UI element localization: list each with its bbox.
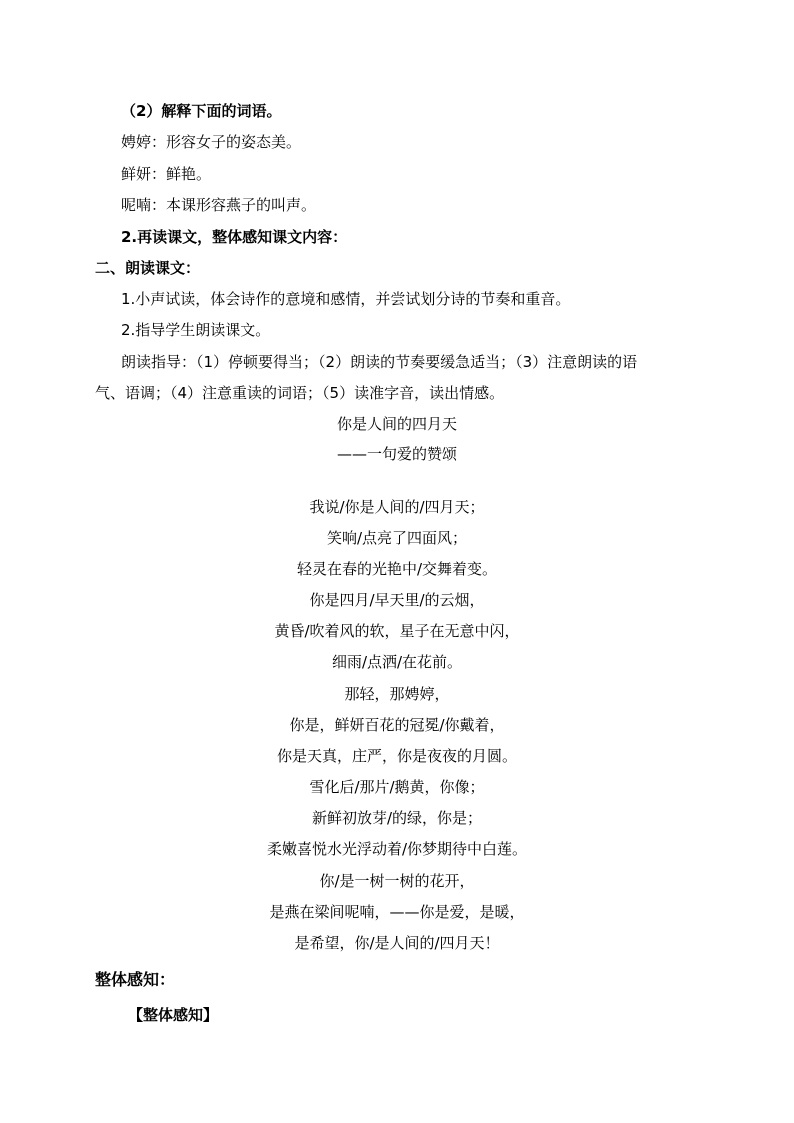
poem-line: 是希望，你/是人间的/四月天！ — [294, 934, 500, 952]
poem-line: 你是四月/早天里/的云烟， — [309, 591, 485, 609]
reading-step-1: 1.小声试读，体会诗作的意境和感情，并尝试划分诗的节奏和重音。 — [121, 290, 571, 308]
poem-line: 细雨/点洒/在花前。 — [331, 653, 463, 671]
vocab-item-nina: 呢喃：本课形容燕子的叫声。 — [121, 196, 317, 214]
vocab-item-xianyan: 鲜妍：鲜艳。 — [121, 165, 212, 183]
poem-line: 黄昏/吹着风的软，星子在无意中闪， — [274, 622, 520, 640]
poem-line: 我说/你是人间的/四月天； — [309, 498, 485, 516]
poem-subtitle: ——一句爱的赞颂 — [336, 445, 457, 463]
poem-line: 笑响/点亮了四面风； — [326, 529, 468, 547]
poem-line: 轻灵在春的光艳中/交舞着变。 — [296, 560, 498, 578]
poem-line: 新鲜初放芽/的绿，你是； — [311, 809, 483, 827]
poem-line: 雪化后/那片/鹅黄，你像； — [309, 778, 485, 796]
poem-line: 那轻，那娉婷， — [344, 685, 450, 703]
reading-section-heading: 二、朗读课文： — [95, 259, 201, 277]
reading-guide-line-2: 气、语调；（4）注意重读的词语；（5）读准字音，读出情感。 — [95, 384, 505, 402]
vocab-heading: （2）解释下面的词语。 — [121, 102, 282, 120]
poem-line: 你是，鲜妍百花的冠冕/你戴着， — [289, 716, 505, 734]
step-reread-heading: 2.再读课文，整体感知课文内容： — [121, 228, 348, 246]
poem-line: 你/是一树一树的花开， — [319, 872, 475, 890]
reading-step-2: 2.指导学生朗读课文。 — [121, 321, 271, 339]
poem-line: 你是天真，庄严，你是夜夜的月圆。 — [276, 747, 517, 765]
poem-title: 你是人间的四月天 — [336, 415, 457, 433]
overall-perception-subheading: 【整体感知】 — [128, 1006, 219, 1024]
overall-perception-heading: 整体感知： — [95, 970, 176, 989]
poem-line: 是燕在梁间呢喃，——你是爱，是暖， — [269, 903, 525, 921]
vocab-item-pingting: 娉婷：形容女子的姿态美。 — [121, 133, 302, 151]
reading-guide-line-1: 朗读指导：（1）停顿要得当；（2）朗读的节奏要缓急适当；（3）注意朗读的语 — [121, 353, 638, 371]
poem-line: 柔嫩喜悦水光浮动着/你梦期待中白莲。 — [266, 840, 528, 858]
